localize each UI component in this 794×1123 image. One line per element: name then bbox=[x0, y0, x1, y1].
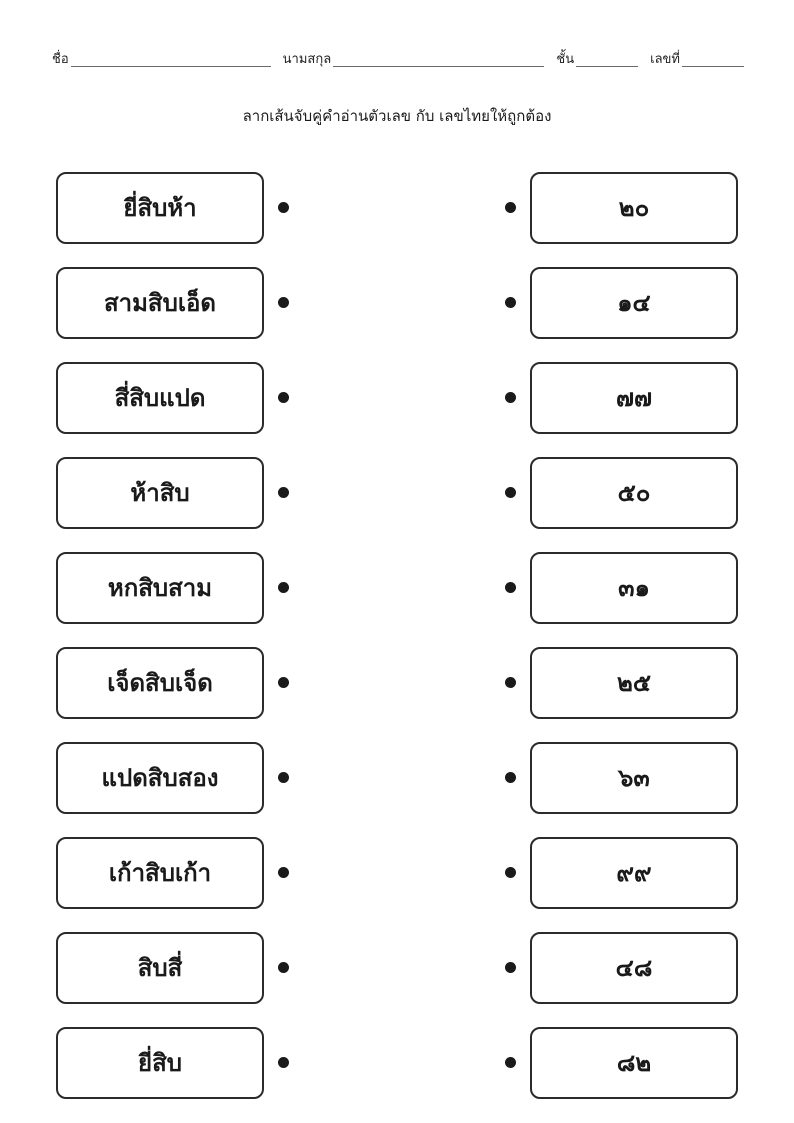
word-card[interactable]: ยี่สิบห้า bbox=[56, 172, 264, 244]
numeral-card[interactable]: ๒๐ bbox=[530, 172, 738, 244]
pair-row bbox=[0, 1015, 794, 1110]
class-label: ชั้น bbox=[556, 52, 575, 67]
connector-dot-right[interactable] bbox=[505, 962, 516, 973]
word-card[interactable]: หกสิบสาม bbox=[56, 552, 264, 624]
connector-dot-left[interactable] bbox=[278, 677, 289, 688]
word-card[interactable]: เจ็ดสิบเจ็ด bbox=[56, 647, 264, 719]
connector-dot-left[interactable] bbox=[278, 772, 289, 783]
numeral-card[interactable]: ๓๑ bbox=[530, 552, 738, 624]
connector-dot-left[interactable] bbox=[278, 202, 289, 213]
instruction-text: ลากเส้นจับคู่คำอ่านตัวเลข กับ เลขไทยให้ถูกต้อง bbox=[242, 107, 552, 125]
connector-dot-left[interactable] bbox=[278, 582, 289, 593]
connector-dot-left[interactable] bbox=[278, 1057, 289, 1068]
number-input-blank[interactable] bbox=[682, 52, 744, 67]
connector-dot-right[interactable] bbox=[505, 487, 516, 498]
numeral-card[interactable]: ๘๒ bbox=[530, 1027, 738, 1099]
connector-dot-right[interactable] bbox=[505, 867, 516, 878]
matching-worksheet bbox=[0, 160, 794, 1110]
word-card[interactable]: สี่สิบแปด bbox=[56, 362, 264, 434]
connector-dot-right[interactable] bbox=[505, 202, 516, 213]
pair-row bbox=[0, 920, 794, 1015]
connector-dot-left[interactable] bbox=[278, 962, 289, 973]
surname-label: นามสกุล bbox=[282, 52, 332, 67]
word-card[interactable]: แปดสิบสอง bbox=[56, 742, 264, 814]
connector-dot-right[interactable] bbox=[505, 297, 516, 308]
word-card[interactable]: สามสิบเอ็ด bbox=[56, 267, 264, 339]
connector-dot-left[interactable] bbox=[278, 392, 289, 403]
word-card[interactable]: สิบสี่ bbox=[56, 932, 264, 1004]
numeral-card[interactable]: ๕๐ bbox=[530, 457, 738, 529]
name-label: ชื่อ bbox=[52, 52, 69, 67]
word-card[interactable]: เก้าสิบเก้า bbox=[56, 837, 264, 909]
numeral-card[interactable]: ๗๗ bbox=[530, 362, 738, 434]
connector-dot-right[interactable] bbox=[505, 677, 516, 688]
surname-input-blank[interactable] bbox=[333, 52, 544, 67]
student-info-row bbox=[52, 52, 746, 67]
connector-dot-left[interactable] bbox=[278, 487, 289, 498]
word-card[interactable]: ยี่สิบ bbox=[56, 1027, 264, 1099]
connector-dot-right[interactable] bbox=[505, 1057, 516, 1068]
connector-dot-left[interactable] bbox=[278, 297, 289, 308]
name-input-blank[interactable] bbox=[71, 52, 271, 67]
class-input-blank[interactable] bbox=[576, 52, 638, 67]
pair-row bbox=[0, 445, 794, 540]
word-card[interactable]: ห้าสิบ bbox=[56, 457, 264, 529]
pair-row bbox=[0, 350, 794, 445]
pair-row bbox=[0, 540, 794, 635]
pair-row bbox=[0, 730, 794, 825]
numeral-card[interactable]: ๙๙ bbox=[530, 837, 738, 909]
numeral-card[interactable]: ๔๘ bbox=[530, 932, 738, 1004]
connector-dot-right[interactable] bbox=[505, 772, 516, 783]
connector-dot-left[interactable] bbox=[278, 867, 289, 878]
numeral-card[interactable]: ๖๓ bbox=[530, 742, 738, 814]
pair-row bbox=[0, 255, 794, 350]
pair-row bbox=[0, 635, 794, 730]
connector-dot-right[interactable] bbox=[505, 392, 516, 403]
pair-row bbox=[0, 825, 794, 920]
numeral-card[interactable]: ๑๔ bbox=[530, 267, 738, 339]
number-label: เลขที่ bbox=[650, 52, 680, 67]
pair-row bbox=[0, 160, 794, 255]
connector-dot-right[interactable] bbox=[505, 582, 516, 593]
numeral-card[interactable]: ๒๕ bbox=[530, 647, 738, 719]
